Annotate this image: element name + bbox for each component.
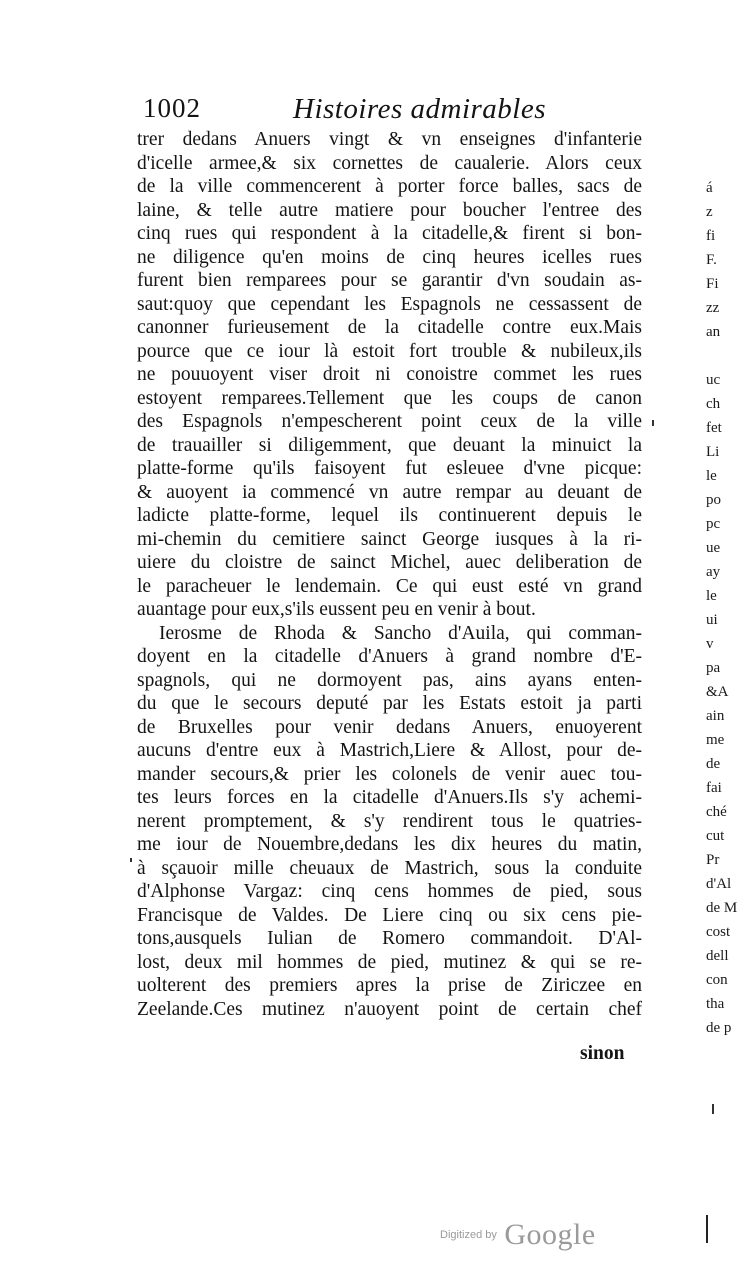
facing-page-bleed — [706, 176, 737, 1040]
text-line: aucuns d'entre eux à Mastrich,Liere & Allost, pour de- — [137, 740, 642, 761]
bleed-fragment — [706, 344, 734, 368]
text-line: doyent en la citadelle d'Anuers à grand nombre d'E- — [137, 646, 642, 667]
text-line: canonner furieusement de la citadelle contre eux.Mais — [137, 317, 642, 338]
bleed-fragment: Fi — [706, 276, 719, 292]
bleed-fragment: po — [706, 492, 721, 508]
text-line: à sçauoir mille cheuaux de Mastrich, sous la conduite — [137, 857, 642, 879]
bleed-fragment: de p — [706, 1020, 732, 1036]
bleed-fragment: pc — [706, 516, 721, 532]
bleed-fragment: Li — [706, 444, 720, 460]
bleed-fragment: ain — [706, 708, 725, 724]
text-line: le paracheuer le lendemain. Ce qui eust esté vn grand — [137, 575, 642, 597]
bleed-fragment: le — [706, 468, 717, 484]
bleed-fragment: z — [706, 204, 713, 220]
text-line: ladicte platte-forme, lequel ils continuerent depuis le — [137, 505, 642, 526]
text-line: nerent promptement, & s'y rendirent tous le quatries- — [137, 810, 642, 832]
bleed-fragment: Pr — [706, 852, 720, 868]
bleed-fragment: d'Al — [706, 876, 732, 892]
bleed-fragment: &A — [706, 684, 729, 700]
page-number: 1002 — [143, 93, 201, 123]
bleed-fragment: uc — [706, 372, 721, 388]
paragraph-start: Ierosme de Rhoda & Sancho d'Auila, qui comman- — [159, 622, 642, 644]
ink-speck — [712, 1104, 714, 1114]
running-title: Histoires admirables — [293, 93, 547, 125]
catchword: sinon — [580, 1043, 625, 1064]
text-line: spagnols, qui ne dormoyent pas, ains ayans enten- — [137, 669, 642, 691]
text-line: de Bruxelles pour venir dedans Anuers, enuoyerent — [137, 716, 642, 738]
ink-speck — [652, 420, 654, 426]
text-line: mander secours,& prier les colonels de venir auec tou- — [137, 763, 642, 785]
bleed-fragment: zz — [706, 300, 720, 316]
bleed-fragment: de — [706, 756, 721, 772]
text-line: ne diligence qu'en moins de cinq heures icelles rues — [137, 246, 642, 268]
text-line: ne pouuoyent viser droit ni conoistre commet les rues — [137, 364, 642, 385]
bleed-fragment: dell — [706, 948, 729, 964]
text-line: tons,ausquels Iulian de Romero commandoit. D'Al- — [137, 928, 642, 949]
bleed-fragment: ch — [706, 396, 721, 412]
bleed-fragment: me — [706, 732, 725, 748]
bleed-fragment: le — [706, 588, 717, 604]
text-line: des Espagnols n'empescherent point ceux de la ville — [137, 411, 642, 432]
bleed-fragment: ui — [706, 612, 718, 628]
bleed-fragment: fi — [706, 228, 716, 244]
page-header — [143, 93, 643, 129]
text-line: laine, & telle autre matiere pour boucher l'entree des — [137, 199, 642, 221]
text-line: de la ville commencerent à porter force balles, sacs de — [137, 176, 642, 197]
bleed-fragment: tha — [706, 996, 725, 1012]
bleed-fragment: F. — [706, 252, 717, 268]
bleed-fragment: fet — [706, 420, 722, 436]
text-line: platte-forme qu'ils faisoyent fut esleuee d'vne picque: — [137, 458, 642, 479]
bleed-fragment: ue — [706, 540, 721, 556]
text-line: mi-chemin du cemitiere sainct George iusques à la ri- — [137, 528, 642, 550]
text-line: uolterent des premiers apres la prise de Ziriczee en — [137, 975, 642, 996]
bleed-fragment: pa — [706, 660, 721, 676]
bleed-fragment: fai — [706, 780, 722, 796]
text-line: cinq rues qui respondent à la citadelle,& firent si bon- — [137, 223, 642, 244]
ink-speck — [130, 858, 132, 862]
text-line: auantage pour eux,s'ils eussent peu en venir à bout. — [137, 599, 536, 620]
text-line: estoyent remparees.Tellement que les coups de canon — [137, 387, 642, 409]
bleed-fragment: á — [706, 180, 713, 196]
digitization-watermark — [440, 1218, 596, 1252]
text-line: furent bien remparees pour se garantir d'vn soudain as- — [137, 270, 642, 291]
text-line: & auoyent ia commencé vn autre rempar au deuant de — [137, 481, 642, 503]
bleed-fragment: ay — [706, 564, 721, 580]
bleed-fragment: v — [706, 636, 714, 652]
text-line: tes leurs forces en la citadelle d'Anuers.Ils s'y achemi- — [137, 787, 642, 808]
bleed-fragment: cut — [706, 828, 725, 844]
body-text — [137, 128, 642, 1021]
text-line: trer dedans Anuers vingt & vn enseignes d'infanterie — [137, 129, 642, 150]
bleed-fragment: ché — [706, 804, 727, 820]
text-line: du que le secours deputé par les Estats estoit ja parti — [137, 693, 642, 714]
google-logo: Google — [504, 1218, 596, 1251]
bleed-fragment: cost — [706, 924, 731, 940]
text-line: saut:quoy que cependant les Espagnols ne cessassent de — [137, 293, 642, 315]
watermark-prefix: Digitized by — [440, 1229, 497, 1241]
text-line: me iour de Nouembre,dedans les dix heures du matin, — [137, 834, 642, 855]
text-line: Zeelande.Ces mutinez n'auoyent point de certain chef — [137, 998, 642, 1020]
gutter-mark — [706, 1215, 708, 1243]
bleed-fragment: an — [706, 324, 721, 340]
text-line: d'Alphonse Vargaz: cinq cens hommes de pied, sous — [137, 881, 642, 902]
text-line: d'icelle armee,& six cornettes de caualerie. Alors ceux — [137, 152, 642, 174]
bleed-fragment: con — [706, 972, 728, 988]
text-line: uiere du cloistre de sainct Michel, auec deliberation de — [137, 552, 642, 573]
bleed-fragment: de M — [706, 900, 737, 916]
text-line: pource que ce iour là estoit fort trouble & nubileux,ils — [137, 340, 642, 362]
text-line: Francisque de Valdes. De Liere cinq ou six cens pie- — [137, 904, 642, 926]
text-line: lost, deux mil hommes de pied, mutinez & qui se re- — [137, 951, 642, 973]
text-line: de trauailler si diligemment, que deuant la minuict la — [137, 434, 642, 456]
